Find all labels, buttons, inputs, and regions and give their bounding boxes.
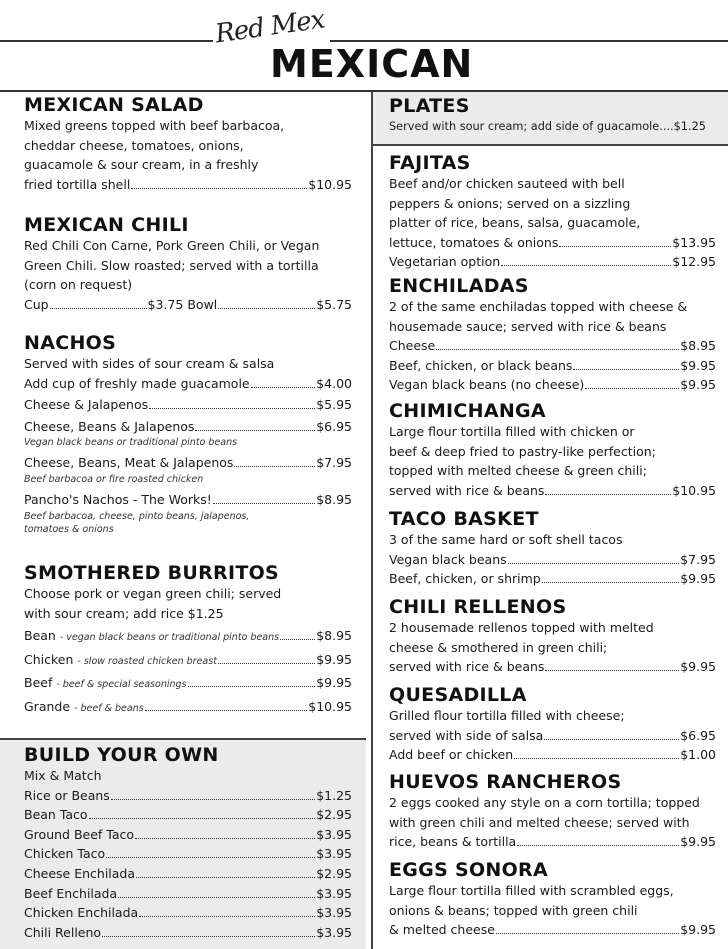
menu-item xyxy=(389,832,716,852)
section-nachos xyxy=(0,332,366,536)
section-title: BUILD YOUR OWN xyxy=(24,744,219,766)
menu-item xyxy=(24,805,352,825)
section-title: ENCHILADAS xyxy=(389,275,529,297)
leader-dots xyxy=(135,838,315,839)
leader-dots xyxy=(542,582,679,583)
menu-item xyxy=(389,375,716,395)
leader-dots xyxy=(111,799,315,800)
item-label: Cup xyxy=(24,296,49,312)
desc-line: Large flour tortilla filled with scrambled eggs, xyxy=(389,883,674,898)
section-title: TACO BASKET xyxy=(389,508,539,530)
right-column xyxy=(371,92,728,949)
section-title: QUESADILLA xyxy=(389,684,527,706)
item-label: Chicken Taco xyxy=(24,846,106,862)
menu-item xyxy=(389,336,716,356)
leader-dots xyxy=(89,818,316,819)
desc-line: 2 of the same enchiladas topped with cheese & xyxy=(389,299,688,314)
leader-dots xyxy=(573,369,679,370)
item-label: rice, beans & tortilla xyxy=(389,834,517,850)
leader-dots xyxy=(280,639,315,640)
menu-item xyxy=(24,673,352,695)
desc-line: cheese & smothered in green chili; xyxy=(389,639,608,655)
desc-line: peppers & onions; served on a sizzling xyxy=(389,195,631,211)
menu-header xyxy=(0,0,728,90)
item-price: $10.95 xyxy=(308,698,352,714)
menu-item xyxy=(389,550,716,570)
section-eggs-sonora xyxy=(373,859,728,940)
item-label: Pancho's Nachos - The Works! xyxy=(24,491,212,507)
section-chimichanga xyxy=(373,400,728,500)
menu-item xyxy=(24,295,352,315)
desc-line: Mix & Match xyxy=(24,768,102,783)
desc-line: 2 eggs cooked any style on a corn tortilla; topped xyxy=(389,795,700,810)
item-price: $2.95 xyxy=(316,807,352,823)
item-label: served with rice & beans xyxy=(389,659,545,675)
item-price: $9.95 xyxy=(680,834,716,850)
menu-item xyxy=(24,923,352,943)
section-chili-rellenos xyxy=(373,596,728,677)
desc-line: beef & deep fried to pastry-like perfection; xyxy=(389,443,656,459)
left-column xyxy=(0,92,366,949)
item-price: $6.95 xyxy=(680,727,716,743)
leader-dots xyxy=(436,349,679,350)
item-label: Bowl xyxy=(187,296,218,312)
item-label: Vegan black beans xyxy=(389,551,507,567)
menu-item xyxy=(389,252,716,272)
item-label: Cheese & Jalapenos xyxy=(24,397,149,413)
desc-line: onions & beans; topped with green chili xyxy=(389,902,638,918)
item-note: Beef barbacoa, cheese, pinto beans, jalapenos, xyxy=(24,510,250,522)
section-mexican-salad xyxy=(0,94,366,194)
section-fajitas xyxy=(373,152,728,272)
menu-item xyxy=(389,726,716,746)
section-taco-basket xyxy=(373,508,728,589)
menu-item xyxy=(24,374,352,394)
brand-script-logo: Red Mex xyxy=(213,4,327,50)
item-label: Cheese Enchilada xyxy=(24,865,136,881)
leader-dots xyxy=(149,408,315,409)
leader-dots xyxy=(131,188,307,189)
header-rule-left xyxy=(0,40,213,42)
desc-line: Large flour tortilla filled with chicken or xyxy=(389,424,635,439)
menu-item xyxy=(24,395,352,415)
item-subtext: - slow roasted chicken breast xyxy=(77,655,217,667)
item-price: $2.95 xyxy=(316,865,352,881)
item-label: Beef, chicken, or shrimp xyxy=(389,571,541,587)
item-label: Grande xyxy=(24,698,71,714)
desc-line: Mixed greens topped with beef barbacoa, xyxy=(24,118,285,133)
desc-line: 3 of the same hard or soft shell tacos xyxy=(389,532,623,547)
item-price: $7.95 xyxy=(316,455,352,471)
section-huevos-rancheros xyxy=(373,771,728,852)
item-price: $12.95 xyxy=(672,254,716,270)
section-title: PLATES xyxy=(389,95,470,117)
menu-item xyxy=(24,697,352,719)
item-subtext: - vegan black beans or traditional pinto beans xyxy=(59,632,280,644)
section-build-your-own xyxy=(0,740,366,949)
menu-item xyxy=(24,490,352,510)
item-label: Cheese xyxy=(389,338,436,354)
menu-item xyxy=(389,920,716,940)
leader-dots xyxy=(195,430,315,431)
item-price: $3.75 xyxy=(147,296,184,312)
section-title: MEXICAN CHILI xyxy=(24,214,189,236)
item-label: Rice or Beans xyxy=(24,787,110,803)
menu-item xyxy=(24,417,352,437)
item-label: Bean Taco xyxy=(24,807,88,823)
leader-dots xyxy=(517,845,679,846)
item-note: tomatoes & onions xyxy=(24,523,114,535)
item-label: Beef, chicken, or black beans xyxy=(389,357,573,373)
item-label: & melted cheese xyxy=(389,922,495,938)
item-price: $9.95 xyxy=(316,675,352,691)
desc-line: Served with sour cream; add side of guacamole....$1.25 xyxy=(389,120,706,133)
leader-dots xyxy=(251,387,316,388)
item-price: $7.95 xyxy=(680,551,716,567)
menu-item xyxy=(24,175,352,195)
section-enchiladas xyxy=(373,275,728,395)
leader-dots xyxy=(508,563,680,564)
section-title: CHIMICHANGA xyxy=(389,400,546,422)
section-plates xyxy=(373,92,728,144)
item-label: Add beef or chicken xyxy=(389,747,514,763)
item-price: $4.00 xyxy=(316,375,352,391)
desc-line: cheddar cheese, tomatoes, onions, xyxy=(24,137,244,153)
leader-dots xyxy=(585,388,679,389)
desc-line: platter of rice, beans, salsa, guacamole, xyxy=(389,215,641,231)
item-price: $5.95 xyxy=(316,397,352,413)
section-mexican-chili xyxy=(0,214,366,314)
item-price: $1.00 xyxy=(680,747,716,763)
leader-dots xyxy=(102,936,315,937)
leader-dots xyxy=(218,308,315,309)
desc-line: Served with sides of sour cream & salsa xyxy=(24,356,275,371)
item-price: $9.95 xyxy=(680,659,716,675)
menu-item xyxy=(24,786,352,806)
item-label: Vegan black beans (no cheese) xyxy=(389,377,585,393)
section-divider xyxy=(373,144,728,146)
leader-dots xyxy=(145,710,308,711)
section-title: FAJITAS xyxy=(389,152,471,174)
item-label: Add cup of freshly made guacamole xyxy=(24,375,250,391)
menu-item xyxy=(389,481,716,501)
leader-dots xyxy=(545,494,671,495)
desc-line: Choose pork or vegan green chili; served xyxy=(24,586,282,601)
item-label: Chili Relleno xyxy=(24,924,102,940)
desc-line: 2 housemade rellenos topped with melted xyxy=(389,620,654,635)
desc-line: housemade sauce; served with rice & beans xyxy=(389,318,667,334)
item-label: Ground Beef Taco xyxy=(24,826,135,842)
menu-item xyxy=(24,864,352,884)
section-title: MEXICAN SALAD xyxy=(24,94,204,116)
item-label: Beef Enchilada xyxy=(24,885,118,901)
leader-dots xyxy=(545,670,679,671)
item-price: $8.95 xyxy=(316,491,352,507)
leader-dots xyxy=(106,857,315,858)
item-label: lettuce, tomatoes & onions xyxy=(389,234,559,250)
item-subtext: - beef & beans xyxy=(74,702,144,714)
menu-item xyxy=(24,844,352,864)
leader-dots xyxy=(234,466,315,467)
item-price: $9.95 xyxy=(680,357,716,373)
menu-item xyxy=(24,884,352,904)
desc-line: with sour cream; add rice $1.25 xyxy=(24,605,224,621)
item-label: Vegetarian option xyxy=(389,254,501,270)
item-note: Beef barbacoa or fire roasted chicken xyxy=(24,473,204,485)
section-quesadilla xyxy=(373,684,728,765)
leader-dots xyxy=(501,265,671,266)
item-price: $10.95 xyxy=(308,176,352,192)
desc-line: with green chili and melted cheese; served with xyxy=(389,814,690,830)
item-label: served with side of salsa xyxy=(389,727,544,743)
menu-item xyxy=(389,657,716,677)
desc-line: (corn on request) xyxy=(24,277,133,293)
leader-dots xyxy=(188,686,316,687)
leader-dots xyxy=(139,916,315,917)
desc-line: Green Chili. Slow roasted; served with a tortilla xyxy=(24,257,319,273)
item-label: Bean xyxy=(24,628,56,644)
menu-item xyxy=(24,626,352,648)
item-price: $9.95 xyxy=(680,571,716,587)
item-price: $1.25 xyxy=(316,787,352,803)
desc-line: Grilled flour tortilla filled with cheese; xyxy=(389,708,625,723)
leader-dots xyxy=(136,877,315,878)
menu-item xyxy=(24,650,352,672)
menu-title: MEXICAN xyxy=(270,42,474,86)
desc-line: Beef and/or chicken sauteed with bell xyxy=(389,176,625,191)
leader-dots xyxy=(218,663,315,664)
leader-dots xyxy=(213,503,315,504)
item-label: Beef xyxy=(24,675,53,691)
item-label: Chicken Enchilada xyxy=(24,905,139,921)
item-price: $3.95 xyxy=(316,924,352,940)
item-price: $13.95 xyxy=(672,234,716,250)
leader-dots xyxy=(496,933,679,934)
menu-item xyxy=(24,903,352,923)
leader-dots xyxy=(118,897,315,898)
menu-item xyxy=(389,569,716,589)
item-price: $8.95 xyxy=(680,338,716,354)
section-title: NACHOS xyxy=(24,332,117,354)
item-price: $8.95 xyxy=(316,628,352,644)
item-label: fried tortilla shell xyxy=(24,176,131,192)
item-price: $3.95 xyxy=(316,905,352,921)
menu-item xyxy=(389,356,716,376)
item-price: $10.95 xyxy=(672,482,716,498)
leader-dots xyxy=(514,758,679,759)
item-price: $5.75 xyxy=(316,296,353,312)
item-price: $3.95 xyxy=(316,846,352,862)
menu-item xyxy=(24,453,352,473)
item-label: served with rice & beans xyxy=(389,482,545,498)
item-price: $6.95 xyxy=(316,418,352,434)
item-label: Cheese, Beans & Jalapenos xyxy=(24,418,195,434)
desc-line: guacamole & sour cream, in a freshly xyxy=(24,157,259,173)
item-price: $9.95 xyxy=(680,922,716,938)
item-label: Chicken xyxy=(24,651,74,667)
item-price: $9.95 xyxy=(316,651,352,667)
leader-dots xyxy=(544,739,679,740)
leader-dots xyxy=(50,308,147,309)
item-label: Cheese, Beans, Meat & Jalapenos xyxy=(24,455,234,471)
item-note: Vegan black beans or traditional pinto beans xyxy=(24,437,238,449)
desc-line: topped with melted cheese & green chili; xyxy=(389,463,647,479)
item-price: $9.95 xyxy=(680,377,716,393)
section-title: SMOTHERED BURRITOS xyxy=(24,562,280,584)
item-price: $3.95 xyxy=(316,826,352,842)
desc-line: Red Chili Con Carne, Pork Green Chili, or Vegan xyxy=(24,238,320,253)
menu-item xyxy=(389,233,716,253)
menu-item xyxy=(24,825,352,845)
section-title: CHILI RELLENOS xyxy=(389,596,567,618)
item-subtext: - beef & special seasonings xyxy=(56,679,187,691)
leader-dots xyxy=(559,246,671,247)
section-smothered-burritos xyxy=(0,562,366,719)
section-title: HUEVOS RANCHEROS xyxy=(389,771,622,793)
menu-item xyxy=(389,745,716,765)
item-price: $3.95 xyxy=(316,885,352,901)
section-title: EGGS SONORA xyxy=(389,859,548,881)
